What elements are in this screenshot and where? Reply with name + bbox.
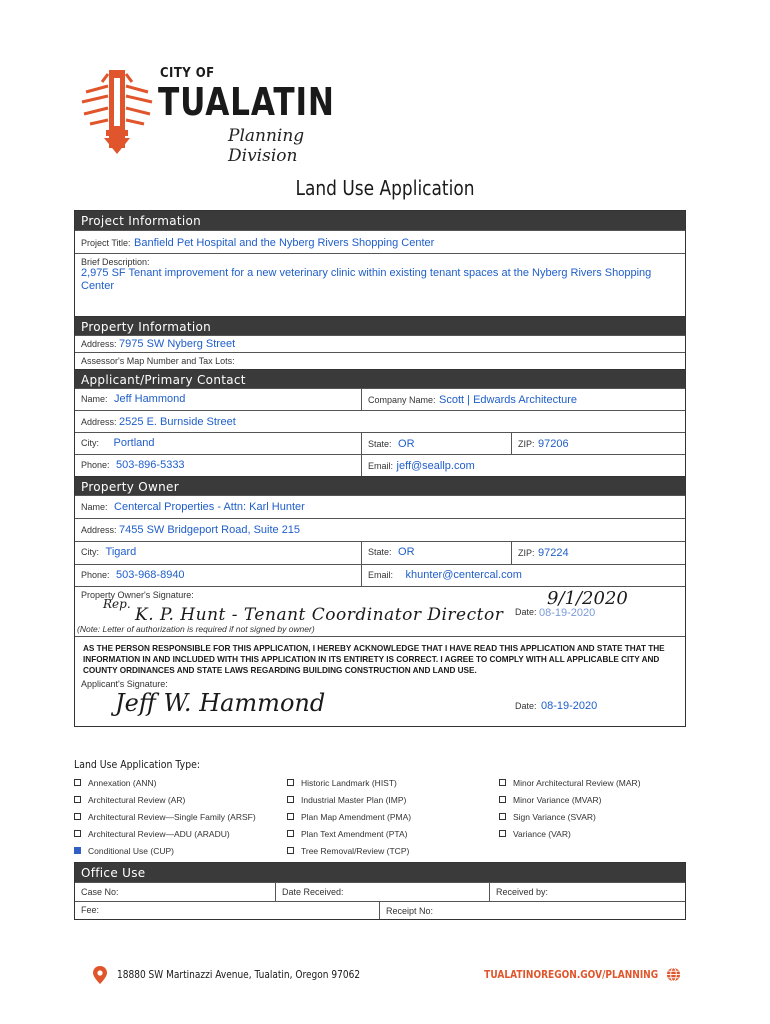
application-form bbox=[74, 210, 686, 727]
owner-email-field[interactable]: khunter@centercal.com bbox=[405, 569, 522, 581]
applicant-email-label: Email: bbox=[368, 461, 394, 471]
office-case-label: Case No: bbox=[81, 887, 119, 897]
section-project-heading: Project Information bbox=[75, 211, 685, 230]
application-type-col-3 bbox=[499, 774, 641, 842]
section-owner-heading: Property Owner bbox=[75, 476, 685, 495]
owner-address-row bbox=[75, 518, 685, 541]
page-footer bbox=[0, 964, 770, 988]
owner-handwritten-date: 9/1/2020 bbox=[547, 588, 628, 609]
checkbox-unchecked[interactable] bbox=[287, 830, 294, 837]
owner-authorization-note: (Note: Letter of authorization is required if not signed by owner) bbox=[77, 624, 315, 634]
applicant-date-field[interactable]: 08-19-2020 bbox=[541, 700, 598, 712]
applicant-handwritten-signature: Jeff W. Hammond bbox=[115, 689, 326, 717]
checkbox-checked[interactable] bbox=[74, 847, 81, 854]
owner-signature-label: Property Owner's Signature: bbox=[81, 590, 194, 600]
application-type-col-2 bbox=[287, 774, 411, 859]
owner-date-label: Date: bbox=[515, 607, 537, 617]
owner-date-field[interactable]: 08-19-2020 bbox=[539, 607, 596, 619]
application-type-option[interactable] bbox=[287, 774, 411, 791]
application-type-label: Industrial Master Plan (IMP) bbox=[301, 794, 407, 805]
checkbox-unchecked[interactable] bbox=[287, 813, 294, 820]
owner-name-label: Name: bbox=[81, 502, 108, 512]
checkbox-unchecked[interactable] bbox=[499, 796, 506, 803]
applicant-phone-field[interactable]: 503-896-5333 bbox=[116, 459, 185, 471]
applicant-phone-row bbox=[75, 454, 685, 476]
applicant-zip-field[interactable]: 97206 bbox=[538, 438, 569, 450]
property-lots-label: Assessor's Map Number and Tax Lots: bbox=[81, 356, 235, 366]
application-type-label: Variance (VAR) bbox=[513, 828, 571, 839]
owner-state-label: State: bbox=[368, 547, 392, 557]
application-type-option[interactable] bbox=[74, 774, 256, 791]
application-type-label: Conditional Use (CUP) bbox=[88, 845, 174, 856]
property-address-label: Address: bbox=[81, 339, 117, 349]
project-title-label: Project Title: bbox=[81, 238, 131, 248]
project-description-row bbox=[75, 253, 685, 316]
checkbox-unchecked[interactable] bbox=[74, 779, 81, 786]
owner-address-field[interactable]: 7455 SW Bridgeport Road, Suite 215 bbox=[119, 524, 301, 536]
applicant-city-row bbox=[75, 432, 685, 454]
application-type-option[interactable] bbox=[287, 825, 411, 842]
application-type-option[interactable] bbox=[499, 825, 641, 842]
applicant-state-label: State: bbox=[368, 439, 392, 449]
office-receipt-label: Receipt No: bbox=[386, 906, 434, 916]
application-type-option[interactable] bbox=[499, 808, 641, 825]
owner-state-field[interactable]: OR bbox=[398, 546, 415, 558]
application-type-option[interactable] bbox=[74, 791, 256, 808]
office-use-section bbox=[74, 862, 686, 920]
office-received-by-label: Received by: bbox=[496, 887, 549, 897]
office-date-received-label: Date Received: bbox=[282, 887, 344, 897]
checkbox-unchecked[interactable] bbox=[499, 830, 506, 837]
applicant-address-row bbox=[75, 410, 685, 432]
project-title-field[interactable]: Banfield Pet Hospital and the Nyberg Rivers Shopping Center bbox=[134, 237, 435, 249]
footer-address: 18880 SW Martinazzi Avenue, Tualatin, Oregon 97062 bbox=[117, 968, 361, 981]
logo-division: Planning Division bbox=[228, 126, 305, 166]
applicant-email-field[interactable]: jeff@seallp.com bbox=[396, 460, 475, 472]
applicant-name-label: Name: bbox=[81, 394, 108, 404]
application-type-option[interactable] bbox=[287, 791, 411, 808]
property-lots-row bbox=[75, 352, 685, 369]
page-title: Land Use Application bbox=[295, 176, 475, 200]
acknowledgement-text: AS THE PERSON RESPONSIBLE FOR THIS APPLICATION, I HEREBY ACKNOWLEDGE THAT I HAVE READ THIS APPLICATION AND STATE THAT THE INFORMATION IN AND INCLUDED WITH THIS APPLICATION IN ITS ENTIRETY IS CORRECT. I AGREE TO COMPLY WITH ALL APPLICABLE CITY AND COUNTY ORDINANCES AND STATE LAWS REGARDING BUILDING CONSTRUCTION AND LAND USE. bbox=[83, 644, 665, 675]
application-type-heading: Land Use Application Type: bbox=[74, 758, 201, 771]
application-type-option[interactable] bbox=[74, 825, 256, 842]
application-type-col-1 bbox=[74, 774, 256, 859]
owner-address-label: Address: bbox=[81, 525, 117, 535]
owner-city-row bbox=[75, 541, 685, 564]
application-type-option[interactable] bbox=[74, 842, 256, 859]
section-applicant-heading: Applicant/Primary Contact bbox=[75, 369, 685, 388]
application-type-label: Tree Removal/Review (TCP) bbox=[301, 845, 410, 856]
owner-rep-handwriting: Rep. bbox=[103, 597, 131, 611]
application-type-label: Plan Map Amendment (PMA) bbox=[301, 811, 412, 822]
owner-phone-label: Phone: bbox=[81, 570, 110, 580]
property-address-row bbox=[75, 335, 685, 352]
application-type-option[interactable] bbox=[287, 808, 411, 825]
applicant-city-label: City: bbox=[81, 438, 99, 448]
applicant-city-field[interactable]: Portland bbox=[113, 437, 155, 449]
owner-zip-label: ZIP: bbox=[518, 548, 535, 558]
applicant-state-field[interactable]: OR bbox=[398, 438, 415, 450]
applicant-address-label: Address: bbox=[81, 417, 117, 427]
owner-city-label: City: bbox=[81, 547, 99, 557]
application-type-label: Architectural Review (AR) bbox=[88, 794, 186, 805]
city-logo bbox=[78, 62, 378, 166]
applicant-company-label: Company Name: bbox=[368, 395, 436, 405]
application-type-label: Architectural Review—ADU (ARADU) bbox=[88, 828, 230, 839]
owner-city-field[interactable]: Tigard bbox=[105, 546, 137, 558]
logo-city-of: CITY OF bbox=[160, 66, 215, 81]
property-address-field[interactable]: 7975 SW Nyberg Street bbox=[119, 338, 236, 350]
owner-name-row bbox=[75, 495, 685, 518]
applicant-name-field[interactable]: Jeff Hammond bbox=[114, 393, 186, 405]
checkbox-unchecked[interactable] bbox=[74, 830, 81, 837]
applicant-address-field[interactable]: 2525 E. Burnside Street bbox=[119, 416, 236, 428]
applicant-phone-label: Phone: bbox=[81, 460, 110, 470]
office-row-2 bbox=[75, 901, 685, 919]
application-type-label: Annexation (ANN) bbox=[88, 777, 157, 788]
project-title-row bbox=[75, 230, 685, 253]
applicant-zip-label: ZIP: bbox=[518, 439, 535, 449]
application-type-label: Minor Variance (MVAR) bbox=[513, 794, 602, 805]
applicant-date-label: Date: bbox=[515, 701, 537, 711]
applicant-name-row bbox=[75, 388, 685, 410]
owner-zip-field[interactable]: 97224 bbox=[538, 547, 569, 559]
project-description-field[interactable]: 2,975 SF Tenant improvement for a new veterinary clinic within existing tenant spaces at the Nyberg Rivers Shopping Center bbox=[81, 267, 652, 292]
owner-handwritten-signature: K. P. Hunt - Tenant Coordinator Director bbox=[135, 605, 504, 625]
owner-signature-row bbox=[75, 586, 685, 636]
application-type-label: Sign Variance (SVAR) bbox=[513, 811, 596, 822]
acknowledgement-block bbox=[75, 636, 685, 726]
applicant-signature-label: Applicant's Signature: bbox=[81, 679, 168, 689]
checkbox-unchecked[interactable] bbox=[74, 813, 81, 820]
location-pin-icon bbox=[93, 966, 107, 984]
owner-email-label: Email: bbox=[368, 570, 394, 580]
checkbox-unchecked[interactable] bbox=[499, 813, 506, 820]
footer-website-link[interactable]: TUALATINOREGON.GOV/PLANNING bbox=[484, 968, 658, 981]
project-description-label: Brief Description: bbox=[81, 257, 150, 267]
office-fee-label: Fee: bbox=[81, 905, 100, 915]
application-type-label: Architectural Review—Single Family (ARSF) bbox=[88, 811, 256, 822]
application-type-label: Plan Text Amendment (PTA) bbox=[301, 828, 408, 839]
tualatin-logo-icon bbox=[78, 68, 156, 156]
checkbox-unchecked[interactable] bbox=[287, 847, 294, 854]
section-office-heading: Office Use bbox=[75, 863, 685, 882]
owner-phone-row bbox=[75, 564, 685, 586]
checkbox-unchecked[interactable] bbox=[287, 796, 294, 803]
owner-phone-field[interactable]: 503-968-8940 bbox=[116, 569, 185, 581]
application-type-section bbox=[74, 758, 686, 856]
application-type-label: Historic Landmark (HIST) bbox=[301, 777, 397, 788]
application-type-option[interactable] bbox=[499, 791, 641, 808]
applicant-company-field[interactable]: Scott | Edwards Architecture bbox=[439, 394, 578, 406]
application-type-label: Minor Architectural Review (MAR) bbox=[513, 777, 641, 788]
owner-name-field[interactable]: Centercal Properties - Attn: Karl Hunter bbox=[114, 501, 305, 513]
checkbox-unchecked[interactable] bbox=[499, 779, 506, 786]
checkbox-unchecked[interactable] bbox=[74, 796, 81, 803]
checkbox-unchecked[interactable] bbox=[287, 779, 294, 786]
office-row-1 bbox=[75, 882, 685, 901]
application-type-option[interactable] bbox=[287, 842, 411, 859]
logo-city-name: TUALATIN bbox=[158, 80, 335, 124]
section-property-heading: Property Information bbox=[75, 316, 685, 335]
application-type-option[interactable] bbox=[499, 774, 641, 791]
globe-icon bbox=[666, 967, 681, 982]
application-type-option[interactable] bbox=[74, 808, 256, 825]
